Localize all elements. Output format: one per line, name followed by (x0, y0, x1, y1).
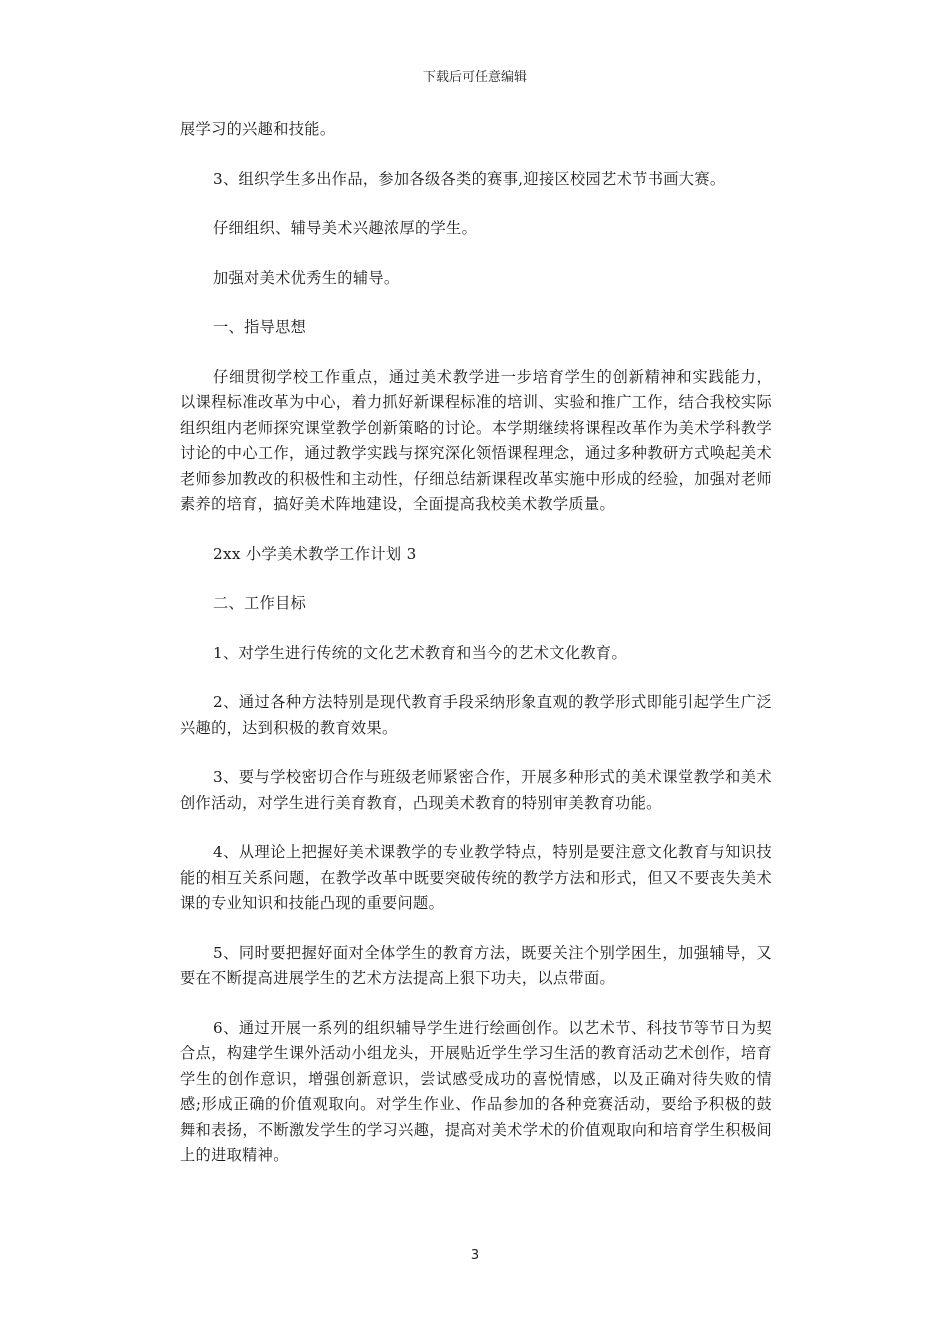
list-item: 6、通过开展一系列的组织辅导学生进行绘画创作。以艺术节、科技节等节日为契合点，构建学生课外活动小组龙头，开展贴近学生学习生活的教育活动艺术创作，培育学生的创作意识，增强创新意识，尝试感受成功的喜悦情感，以及正确对待失败的情感;形成正确的价值观取向。对学生作业、作品参加的各种竞赛活动，要给予积极的鼓舞和表扬，不断激发学生的学习兴趣，提高对美术学术的价值观取向和培育学生积极间上的进取精神。 (180, 1018, 772, 1164)
section-heading: 一、指导思想 (213, 318, 307, 336)
page-number: 3 (470, 1248, 480, 1263)
list-item: 2、通过各种方法特别是现代教育手段采纳形象直观的教学形式即能引起学生广泛兴趣的，达到积极的教育效果。 (180, 693, 772, 737)
page-header: 下载后可任意编辑 (422, 70, 527, 85)
paragraph: 加强对美术优秀生的辅导。 (213, 268, 400, 287)
document-body (180, 117, 772, 1193)
document-subtitle: 2xx 小学美术教学工作计划 3 (213, 544, 417, 563)
section-heading: 二、工作目标 (213, 594, 307, 612)
list-item: 3、要与学校密切合作与班级老师紧密合作，开展多种形式的美术课堂教学和美术创作活动，对学生进行美育教育，凸现美术教育的特别审美教育功能。 (180, 768, 772, 812)
list-item: 5、同时要把握好面对全体学生的教育方法，既要关注个别学困生，加强辅导，又要在不断提高进展学生的艺术方法提高上狠下功夫，以点带面。 (180, 943, 772, 987)
paragraph: 仔细贯彻学校工作重点，通过美术教学进一步培育学生的创新精神和实践能力，以课程标准改革为中心，着力抓好新课程标准的培训、实验和推广工作，结合我校实际组织组内老师探究课堂教学创新策略的讨论。本学期继续将课程改革作为美术学科教学讨论的中心工作，通过教学实践与探究深化领悟课程理念，通过多种教研方式唤起美术老师参加教改的积极性和主动性，仔细总结新课程改革实施中形成的经验，加强对老师素养的培育，搞好美术阵地建设，全面提高我校美术教学质量。 (180, 367, 772, 513)
paragraph: 仔细组织、辅导美术兴趣浓厚的学生。 (213, 219, 478, 237)
list-item: 4、从理论上把握好美术课教学的专业教学特点，特别是要注意文化教育与知识技能的相互关系问题，在教学改革中既要突破传统的教学方法和形式，但又不要丧失美术课的专业知识和技能凸现的重要问题。 (180, 843, 772, 912)
paragraph: 3、组织学生多出作品，参加各级各类的赛事,迎接区校园艺术节书画大赛。 (213, 169, 726, 188)
list-item: 1、对学生进行传统的文化艺术教育和当今的艺术文化教育。 (213, 643, 627, 662)
paragraph: 展学习的兴趣和技能。 (180, 120, 336, 138)
